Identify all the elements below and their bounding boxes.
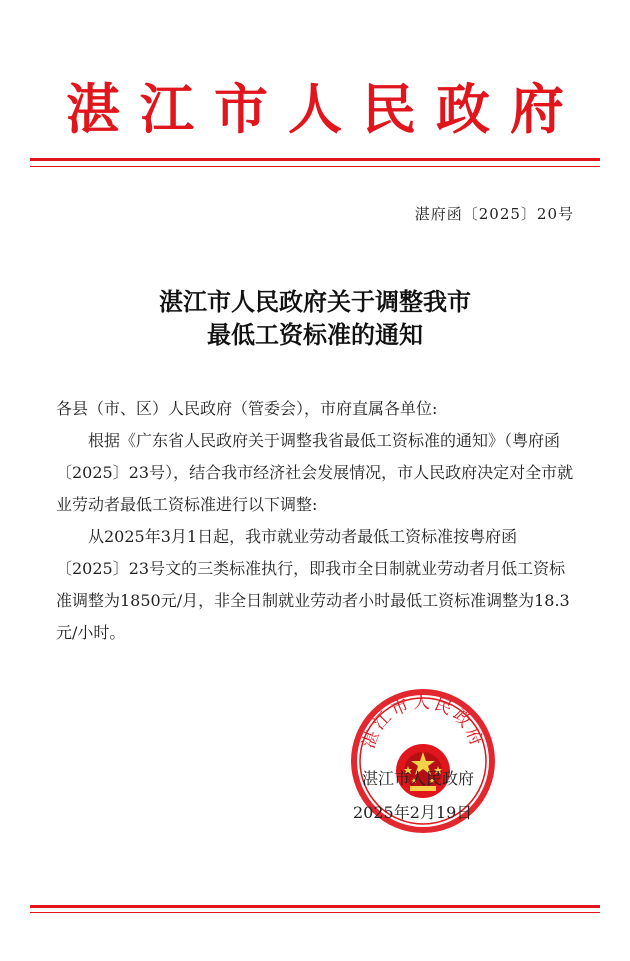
document-number: 湛府函〔2025〕20号 [414,205,574,223]
seal-text: 湛江市人民政府 [358,693,488,752]
salutation: 各县（市、区）人民政府（管委会），市府直属各单位: [56,399,438,418]
header-rule-thin [30,166,600,167]
paragraph-basis: 根据《广东省人民政府关于调整我省最低工资标准的通知》（粤府函〔2025〕23号），结合我市经济社会发展情况，市人民政府决定对全市就业劳动者最低工资标准进行以下调整: [56,431,574,514]
title-line-2: 最低工资标准的通知 [207,321,423,349]
paragraph-adjustment: 从2025年3月1日起，我市就业劳动者最低工资标准按粤府函〔2025〕23号文的三类标准执行，即我市全日制就业劳动者月低工资标准调整为1850元/月，非全日制就业劳动者小时最低工资标准调整为18.3元/小时。 [56,527,570,642]
masthead-agency-name: 湛江市人民政府 [66,77,584,141]
issue-date: 2025年2月19日 [353,803,473,822]
document-body [56,393,576,649]
footer-rule-thin [30,912,600,913]
issuer-signature: 湛江市人民政府 [362,769,475,788]
document-title [0,286,630,352]
header-rule-thick [30,158,600,161]
title-line-1: 湛江市人民政府关于调整我市 [159,288,471,316]
footer-rule-thick [30,905,600,908]
